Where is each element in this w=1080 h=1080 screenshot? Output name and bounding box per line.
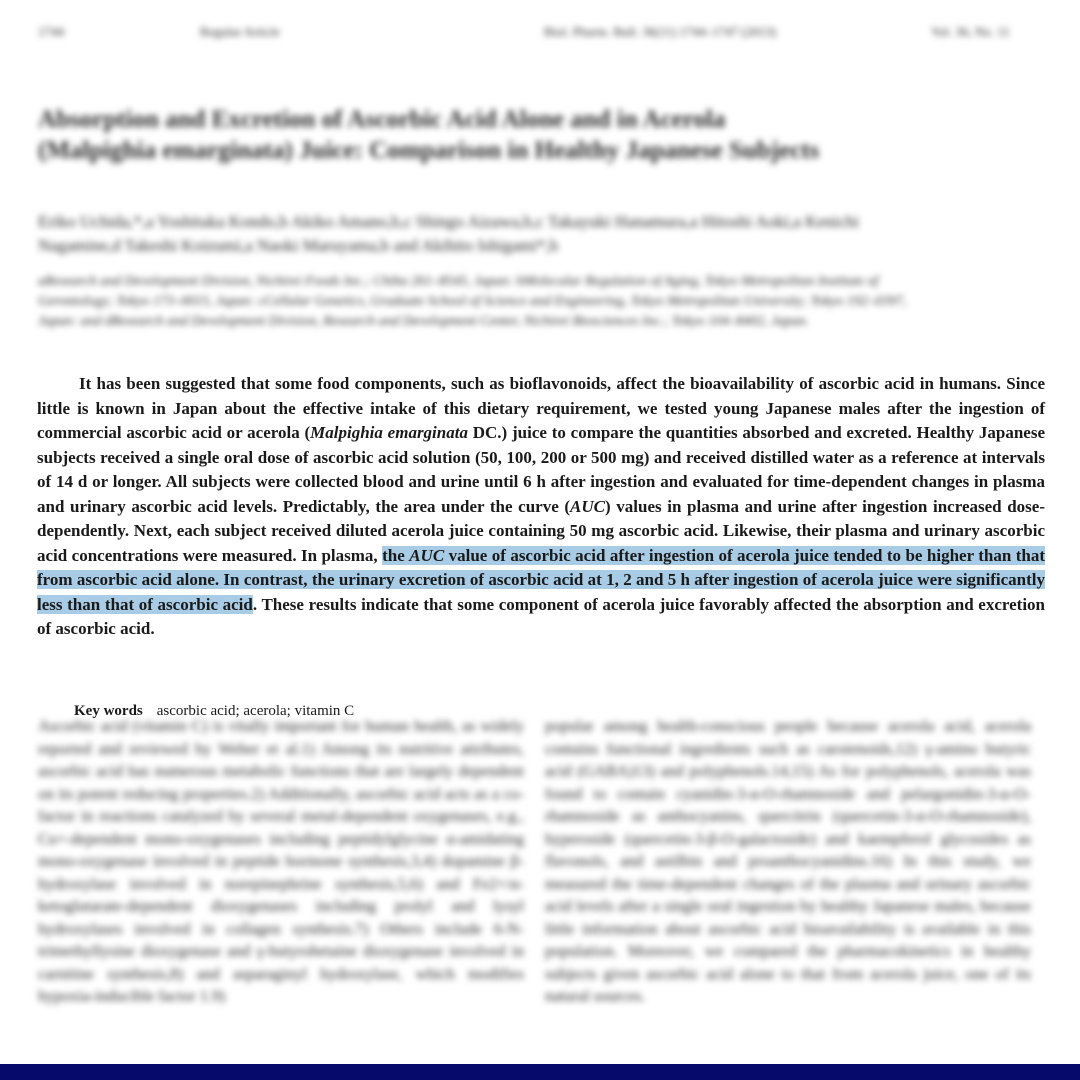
abstract-text: . These results indicate that some component of acerola juice favorably affected the absorption and excretion of ascorbic acid. xyxy=(37,594,1045,638)
body-column-right: popular among health-conscious people because acerola acid, acerola contains functional ingredients such as carotenoids,12) γ-amino butyric acid (GABA)13) and polyphenols.14,15) As for polyphenols, acerola was found to contain cyanidin-3-α-O-rhamnoside and pelargonidin-3-α-O-rhamnoside as anthocyanins, quercitrin (quercetin-3-α-O-rhamnoside), hyperoside (quercetin-3-β-O-galactoside) and kaempferol glycosides as flavonols, and astilbin and proanthocyanidins.16) In this study, we measured the time-dependent changes of the plasma and urinary ascorbic acid levels after a single oral ingestion by healthy Japanese males, because little information about ascorbic acid bioavailability is available in this population. Moreover, we compared the pharmacokinetics in healthy subjects given ascorbic acid alone to that from acerola juice, one of its natural sources. xyxy=(545,718,1031,1005)
auc-term: AUC xyxy=(570,496,605,516)
body-column-left: Ascorbic acid (vitamin C) is vitally important for human health, as widely reported and reviewed by Weber et al.1) Among its nutritive attributes, ascorbic acid has numerous metabolic functions that are largely dependent on its potent reducing properties.2) Additionally, ascorbic acid acts as a co-factor in reactions catalyzed by several metal-dependent oxygenases, e.g., Cu+-dependent mono-oxygenases including peptidylglycine α-amidating mono-oxygenase involved in peptide hormone synthesis,3,4) dopamine β-hydroxylase involved in norepinephrine synthesis,5,6) and Fe2+/α-ketoglutarate-dependent dioxygenases including prolyl and lysyl hydroxylases involved in collagen synthesis.7) Others include 6-N-trimethyllysine dioxygenase and γ-butyrobetaine dioxygenase involved in carnitine synthesis,8) and asparaginyl hydroxylase, which modifies hypoxia-inducible factor 1.9) xyxy=(38,718,524,1005)
journal-reference: Biol. Pharm. Bull. 36(11) 1744–1747 (2013) xyxy=(544,24,777,39)
article-type: Regular Article xyxy=(200,24,280,39)
keywords-label: Key words xyxy=(74,703,143,719)
highlighted-text: value of ascorbic acid after ingestion of acerola juice tended to be higher than that from ascorbic acid alone. In contrast, the urinary excretion of ascorbic acid at 1, 2 and 5 h after ingestion of acerola juice were significantly less than that of ascorbic acid xyxy=(37,545,1045,614)
bottom-bar xyxy=(0,1064,1080,1080)
volume-issue: Vol. 36, No. 11 xyxy=(931,24,1010,39)
running-header xyxy=(38,24,1038,44)
page-number: 1744 xyxy=(38,24,64,39)
species-name: Malpighia emarginata xyxy=(310,423,468,442)
abstract-text: It has been suggested that some food components, such as bioflavonoids, affect the bioavailability of ascorbic acid in humans. Since little is known in Japan about the effective intake of this dietary requirement, we tested young Japanese males after the ingestion of commercial ascorbic acid or acerola ( xyxy=(37,374,1045,442)
affiliations: aResearch and Development Division, Nichirei Foods Inc.; Chiba 261–8545, Japan: bMolecular Regulation of Aging, Tokyo Metropolitan Institute of Gerontology; Tokyo 173–0015, Japan: cCellular Genetics, Graduate School of Science and Engineering, Tokyo Metropolitan University; Tokyo 192–0397, Japan: and dResearch and Development Division, Research and Development Center, Nichirei Biosciences Inc.; Tokyo 104–8402, Japan. xyxy=(38,274,907,329)
abstract-text: ) values in plasma and urine after ingestion increased dose-dependently. Next, each subject received diluted acerola juice containing 50 mg ascorbic acid. Likewise, their plasma and urinary ascorbic acid concentrations were measured. In plasma, xyxy=(37,496,1045,565)
auc-term: AUC xyxy=(409,545,445,565)
highlighted-text: the xyxy=(382,545,410,565)
keywords-text: ascorbic acid; acerola; vitamin C xyxy=(156,703,355,719)
author-list: Eriko Uchida,*,a Yoshitaka Kondo,b Akiko Amano,b,c Shingo Aizawa,b,c Takayuki Hanamura,a Hitoshi Aoki,a Kenichi Nagamine,d Takeshi Koizumi,a Naoki Maruyama,b and Akihito Ishigami*,b xyxy=(38,212,859,255)
abstract-text: DC.) juice to compare the quantities absorbed and excreted. Healthy Japanese subjects received a single oral dose of ascorbic acid solution (50, 100, 200 or 500 mg) and received distilled water as a reference at intervals of 14 d or longer. All subjects were collected blood and urine until 6 h after ingestion and evaluated for time-dependent changes in plasma and urinary ascorbic acid levels. Predictably, the area under the curve ( xyxy=(37,423,1045,516)
paper-title: Absorption and Excretion of Ascorbic Acid Alone and in Acerola (Malpighia emarginata) Juice: Comparison in Healthy Japanese Subjects xyxy=(38,106,820,164)
abstract xyxy=(37,372,1045,642)
